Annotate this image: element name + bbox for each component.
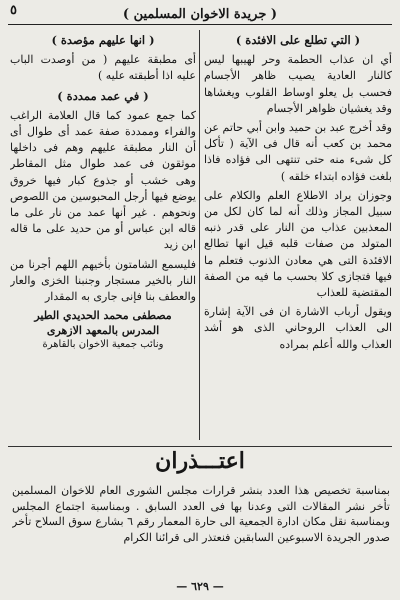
article-paragraph: وجوزان يراد الاطلاع العلم والكلام على سبيل المجاز وذلك أنه لما كان لكل من المعذبين عذاب من النار على قدر ذنبه المتولد من صفات قلبه قيل انها تطالع الافئدة التى هي معادن الذنوب فتعلم ما فيها فتجازى كلا بحسب ما فيه من الصفة المقتضية للعذاب [204,188,392,300]
header-page-number: ٥ [10,3,17,18]
column-divider [199,30,200,440]
newspaper-title: ( جريدة الاخوان المسلمين ) [122,6,278,22]
page-header [8,4,392,25]
left-column-heading-2: ( في عمد ممددة ) [57,88,149,103]
verse-explanation: أى مطبقة عليهم ( من أوصدت الباب عليه اذا أطبقته عليه ) [10,53,196,83]
article-paragraph: فليسمع الشامتون بأخيهم اللهم أجرنا من النار بالخير مستجار وجنبنا الخزى والعار والعطف بنا فإنى جارى به المقدار [10,257,196,304]
article-paragraph: وقد أخرج عبد بن حميد وابن أبي حاتم عن محمد بن كعب أنه قال فى الآية ( تأكل كل شىء منه حتى تنتهى الى فؤاده فاذا بلغت فؤاده ابتداء خلقه ) [204,121,392,183]
author-title: المدرس بالمعهد الازهرى [46,324,160,338]
author-name: مصطفى محمد الحديدي الطير [34,309,172,323]
apology-text: بمناسبة تخصيص هذا العدد بنشر قرارات مجلس الشورى العام للاخوان المسلمين تأخر نشر المقالات التى وعدنا بها فى العدد السابق . وبمناسبة اجتماع المجلس وبمناسبة نقل مكان ادارة الجمعية الى حارة المعمار رقم ٦ بشارع سوق السلاح تأخر صدور الجريدة الاسبوعين السابقين فنعتذر الى قرائنا الكرام [12,484,390,544]
author-role: ونائب جمعية الاخوان بالقاهرة [42,339,164,351]
article-paragraph: كما جمع عمود كما قال العلامة الراغب والفراء وممددة صفة عمد أى طوال أى أن النار مطبقة عليهم وهم فى داخلها موثقون فى عمد طوال مثل المقاطر وهى خشب أو جذوع كبار فيها خروق يوضع فيها أرجل المحبوسين من اللصوص ونحوهم . غير أنها عمد من نار على ما قاله ابن عباس أو من حديد على ما قاله ابن زيد [10,108,196,252]
article-paragraph: ويقول أرباب الاشارة ان فى الآية إشارة الى العذاب الروحاني الذى هو أشد العذاب والله أعلم بمراده [204,305,392,351]
footer-page-number: — ٦٢٩ — [176,580,224,593]
article-paragraph: أي ان عذاب الحطمة وحر لهيبها ليس كالنار العادية يصيب ظاهر الأجسام فحسب بل يعلو اوساط القلوب ويغشاها وقد يغشيان ظواهر الأجسام [204,53,392,115]
section-divider [8,446,392,447]
left-column-heading: ( انها عليهم مؤصدة ) [51,33,155,47]
apology-heading: اعتـــذران [155,448,245,474]
right-column-heading: ( التي تطلع على الافئدة ) [235,33,361,47]
right-column [204,30,392,440]
left-column [10,30,196,440]
